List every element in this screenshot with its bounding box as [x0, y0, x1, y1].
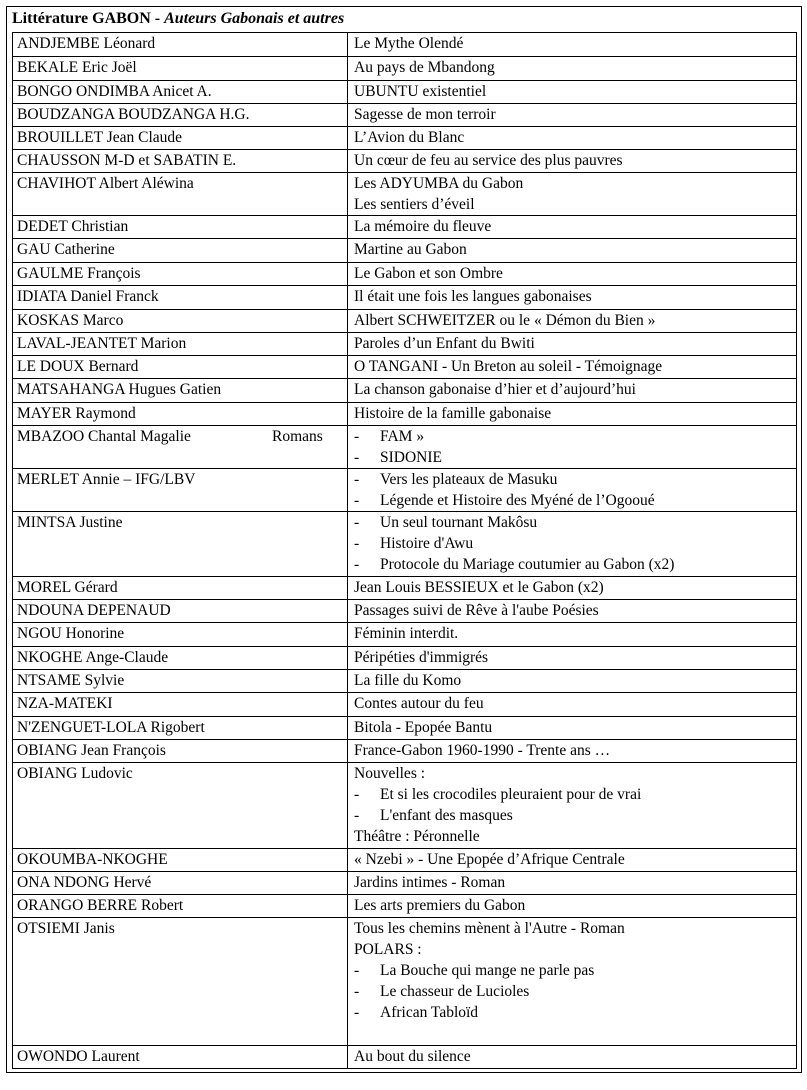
author-name: MAYER Raymond — [17, 405, 136, 422]
author-name: ONA NDONG Hervé — [17, 874, 152, 891]
row-divider — [12, 402, 796, 403]
row-divider — [12, 309, 796, 310]
author-name: NKOGHE Ange-Claude — [17, 649, 169, 666]
table-row — [12, 739, 796, 762]
works-cell — [348, 215, 796, 238]
table-row — [12, 716, 796, 739]
work-title: La mémoire du fleuve — [354, 218, 492, 235]
row-divider — [12, 126, 796, 127]
work-title: Paroles d’un Enfant du Bwiti — [354, 335, 535, 352]
works-cell — [348, 739, 796, 762]
bullet-marker: - — [354, 962, 360, 979]
author-cell — [12, 646, 348, 669]
page-frame-bottom — [6, 1072, 802, 1073]
works-cell — [348, 917, 796, 1045]
work-title: Albert SCHWEITZER ou le « Démon du Bien » — [354, 312, 656, 329]
works-cell — [348, 576, 796, 599]
works-cell — [348, 378, 796, 402]
row-divider — [12, 285, 796, 286]
author-cell — [12, 103, 348, 126]
page-frame-right — [801, 6, 802, 1072]
table-row — [12, 309, 796, 332]
row-divider — [12, 80, 796, 81]
bullet-marker: - — [354, 807, 360, 824]
author-cell — [12, 468, 348, 511]
row-divider — [12, 378, 796, 379]
row-divider — [12, 149, 796, 150]
works-cell — [348, 468, 796, 511]
work-title: L’Avion du Blanc — [354, 129, 465, 146]
table-row — [12, 599, 796, 622]
author-cell — [12, 669, 348, 692]
works-cell — [348, 669, 796, 692]
work-title: Tous les chemins mènent à l'Autre - Roman — [354, 920, 625, 937]
row-divider — [12, 669, 796, 670]
author-cell — [12, 56, 348, 80]
table-row — [12, 378, 796, 402]
bullet-marker: - — [354, 786, 360, 803]
work-title: UBUNTU existentiel — [354, 83, 487, 100]
author-cell — [12, 692, 348, 716]
table-row — [12, 576, 796, 599]
author-name: GAULME François — [17, 265, 141, 282]
table-row — [12, 402, 796, 425]
works-cell — [348, 103, 796, 126]
author-name: DEDET Christian — [17, 218, 129, 235]
table-row — [12, 80, 796, 103]
row-divider — [12, 172, 796, 173]
author-name: NGOU Honorine — [17, 625, 125, 642]
author-name: MERLET Annie – IFG/LBV — [17, 471, 196, 488]
row-divider — [12, 355, 796, 356]
row-divider — [12, 56, 796, 57]
author-cell — [12, 716, 348, 739]
row-divider — [12, 468, 796, 469]
work-title: Bitola - Epopée Bantu — [354, 719, 493, 736]
work-title: POLARS : — [354, 941, 422, 958]
author-name: ORANGO BERRE Robert — [17, 897, 184, 914]
row-divider — [12, 576, 796, 577]
work-title: Les ADYUMBA du Gabon — [354, 175, 524, 192]
row-divider — [12, 917, 796, 918]
author-name: LAVAL-JEANTET Marion — [17, 335, 187, 352]
table-row — [12, 425, 796, 468]
table-row — [12, 172, 796, 215]
works-cell — [348, 646, 796, 669]
author-name: BOUDZANGA BOUDZANGA H.G. — [17, 106, 250, 123]
row-divider — [12, 622, 796, 623]
work-title: Il était une fois les langues gabonaises — [354, 288, 592, 305]
table-row — [12, 511, 796, 576]
author-cell — [12, 149, 348, 172]
row-divider — [12, 262, 796, 263]
work-title: Martine au Gabon — [354, 241, 467, 258]
row-divider — [12, 646, 796, 647]
author-name: N'ZENGUET-LOLA Rigobert — [17, 719, 205, 736]
table-row — [12, 238, 796, 262]
table-row — [12, 762, 796, 848]
works-cell — [348, 285, 796, 309]
row-divider — [12, 1045, 796, 1046]
table-row — [12, 894, 796, 917]
bullet-marker: - — [354, 1004, 360, 1021]
works-cell — [348, 172, 796, 215]
author-cell — [12, 126, 348, 149]
author-name: NTSAME Sylvie — [17, 672, 125, 689]
author-name: KOSKAS Marco — [17, 312, 124, 329]
works-cell — [348, 762, 796, 848]
work-title: Féminin interdit. — [354, 625, 459, 642]
work-title: Péripéties d'immigrés — [354, 649, 489, 666]
author-name: OTSIEMI Janis — [17, 920, 115, 937]
work-title: La fille du Komo — [354, 672, 462, 689]
author-cell — [12, 32, 348, 56]
author-name: MATSAHANGA Hugues Gatien — [17, 381, 222, 398]
row-divider — [12, 511, 796, 512]
table-row — [12, 871, 796, 894]
works-cell — [348, 80, 796, 103]
work-title: Les arts premiers du Gabon — [354, 897, 526, 914]
author-name: CHAVIHOT Albert Aléwina — [17, 175, 194, 192]
work-title: Jardins intimes - Roman — [354, 874, 506, 891]
works-cell — [348, 332, 796, 355]
author-cell — [12, 917, 348, 1045]
author-cell — [12, 378, 348, 402]
bullet-marker: - — [354, 983, 360, 1000]
author-cell — [12, 762, 348, 848]
author-name: MBAZOO Chantal Magalie — [17, 428, 191, 445]
author-cell — [12, 1045, 348, 1068]
table-row — [12, 32, 796, 56]
work-title: Théâtre : Péronnelle — [354, 828, 480, 845]
works-cell — [348, 692, 796, 716]
work-title: Légende et Histoire des Myéné de l’Ogooué — [380, 492, 655, 509]
table-row — [12, 468, 796, 511]
work-title: Un seul tournant Makôsu — [380, 514, 538, 531]
work-title: Jean Louis BESSIEUX et le Gabon (x2) — [354, 579, 604, 596]
work-title: FAM » — [380, 428, 425, 445]
table-row — [12, 149, 796, 172]
table-row — [12, 917, 796, 1045]
table-row — [12, 285, 796, 309]
author-cell — [12, 172, 348, 215]
work-title: « Nzebi » - Une Epopée d’Afrique Centrale — [354, 851, 625, 868]
works-cell — [348, 511, 796, 576]
row-divider — [12, 1068, 796, 1069]
works-cell — [348, 238, 796, 262]
author-name: BEKALE Eric Joël — [17, 59, 137, 76]
author-cell — [12, 262, 348, 285]
author-name: LE DOUX Bernard — [17, 358, 139, 375]
author-name: BROUILLET Jean Claude — [17, 129, 183, 146]
author-name: MOREL Gérard — [17, 579, 118, 596]
author-cell — [12, 80, 348, 103]
works-cell — [348, 716, 796, 739]
title-main: Littérature GABON - — [12, 10, 165, 27]
author-cell — [12, 599, 348, 622]
work-title: L'enfant des masques — [380, 807, 513, 824]
work-title: Histoire d'Awu — [380, 535, 474, 552]
work-title: African Tabloïd — [380, 1004, 479, 1021]
author-cell — [12, 425, 348, 468]
row-divider — [12, 215, 796, 216]
author-cell — [12, 238, 348, 262]
work-title: Au pays de Mbandong — [354, 59, 495, 76]
author-cell — [12, 332, 348, 355]
row-divider — [12, 716, 796, 717]
bullet-marker: - — [354, 449, 360, 466]
author-name: OWONDO Laurent — [17, 1048, 140, 1065]
table-row — [12, 669, 796, 692]
work-title: Passages suivi de Rêve à l'aube Poésies — [354, 602, 599, 619]
author-name: CHAUSSON M-D et SABATIN E. — [17, 152, 237, 169]
author-cell — [12, 848, 348, 871]
work-title: Nouvelles : — [354, 765, 426, 782]
author-cell — [12, 309, 348, 332]
table-border — [12, 32, 13, 1069]
author-cell — [12, 402, 348, 425]
work-title: O TANGANI - Un Breton au soleil - Témoignage — [354, 358, 663, 375]
author-name: OKOUMBA-NKOGHE — [17, 851, 168, 868]
table-row — [12, 692, 796, 716]
row-divider — [12, 425, 796, 426]
work-title: Protocole du Mariage coutumier au Gabon (x2) — [380, 556, 675, 573]
table-row — [12, 1045, 796, 1068]
page-frame-left — [6, 6, 7, 1072]
row-divider — [12, 894, 796, 895]
works-cell — [348, 56, 796, 80]
author-name: OBIANG Ludovic — [17, 765, 133, 782]
table-row — [12, 103, 796, 126]
work-title: Vers les plateaux de Masuku — [380, 471, 558, 488]
author-name: GAU Catherine — [17, 241, 115, 258]
works-cell — [348, 126, 796, 149]
row-divider — [12, 692, 796, 693]
work-title: SIDONIE — [380, 449, 442, 466]
table-row — [12, 332, 796, 355]
row-divider — [12, 871, 796, 872]
works-cell — [348, 402, 796, 425]
author-cell — [12, 355, 348, 378]
work-title: Un cœur de feu au service des plus pauvres — [354, 152, 623, 169]
author-name: ANDJEMBE Léonard — [17, 35, 156, 52]
bullet-marker: - — [354, 428, 360, 445]
work-title: La Bouche qui mange ne parle pas — [380, 962, 595, 979]
page-frame-top — [6, 6, 802, 7]
work-title: Histoire de la famille gabonaise — [354, 405, 552, 422]
bullet-marker: - — [354, 492, 360, 509]
author-cell — [12, 739, 348, 762]
work-title: Les sentiers d’éveil — [354, 196, 475, 213]
work-title: Le Mythe Olendé — [354, 35, 464, 52]
row-divider — [12, 103, 796, 104]
table-row — [12, 848, 796, 871]
row-divider — [12, 238, 796, 239]
work-title: La chanson gabonaise d’hier et d’aujourd’hui — [354, 381, 636, 398]
work-title: Le chasseur de Lucioles — [380, 983, 530, 1000]
row-divider — [12, 739, 796, 740]
author-name: BONGO ONDIMBA Anicet A. — [17, 83, 212, 100]
title-subtitle: Auteurs Gabonais et autres — [164, 10, 345, 27]
genre-note: Romans — [272, 428, 323, 445]
works-cell — [348, 149, 796, 172]
author-cell — [12, 576, 348, 599]
work-title: Contes autour du feu — [354, 695, 484, 712]
author-name: NZA-MATEKI — [17, 695, 113, 712]
works-cell — [348, 894, 796, 917]
table-row — [12, 355, 796, 378]
table-border — [796, 32, 797, 1069]
work-title: Le Gabon et son Ombre — [354, 265, 503, 282]
work-title: Et si les crocodiles pleuraient pour de vrai — [380, 786, 642, 803]
author-name: OBIANG Jean François — [17, 742, 166, 759]
works-cell — [348, 32, 796, 56]
works-cell — [348, 871, 796, 894]
bullet-marker: - — [354, 556, 360, 573]
work-title: France-Gabon 1960-1990 - Trente ans … — [354, 742, 611, 759]
table-row — [12, 126, 796, 149]
work-title: Sagesse de mon terroir — [354, 106, 496, 123]
author-cell — [12, 215, 348, 238]
row-divider — [12, 599, 796, 600]
table-row — [12, 56, 796, 80]
author-cell — [12, 622, 348, 646]
row-divider — [12, 32, 796, 33]
works-cell — [348, 425, 796, 468]
author-name: NDOUNA DEPENAUD — [17, 602, 171, 619]
author-cell — [12, 894, 348, 917]
table-row — [12, 646, 796, 669]
author-cell — [12, 871, 348, 894]
works-cell — [348, 262, 796, 285]
bullet-marker: - — [354, 471, 360, 488]
work-title: Au bout du silence — [354, 1048, 471, 1065]
bullet-marker: - — [354, 514, 360, 531]
works-cell — [348, 1045, 796, 1068]
table-row — [12, 262, 796, 285]
works-cell — [348, 309, 796, 332]
table-row — [12, 622, 796, 646]
table-row — [12, 215, 796, 238]
row-divider — [12, 848, 796, 849]
row-divider — [12, 762, 796, 763]
row-divider — [12, 332, 796, 333]
works-cell — [348, 599, 796, 622]
works-cell — [348, 355, 796, 378]
author-name: MINTSA Justine — [17, 514, 123, 531]
author-cell — [12, 285, 348, 309]
works-cell — [348, 622, 796, 646]
bullet-marker: - — [354, 535, 360, 552]
author-cell — [12, 511, 348, 576]
works-cell — [348, 848, 796, 871]
author-name: IDIATA Daniel Franck — [17, 288, 159, 305]
